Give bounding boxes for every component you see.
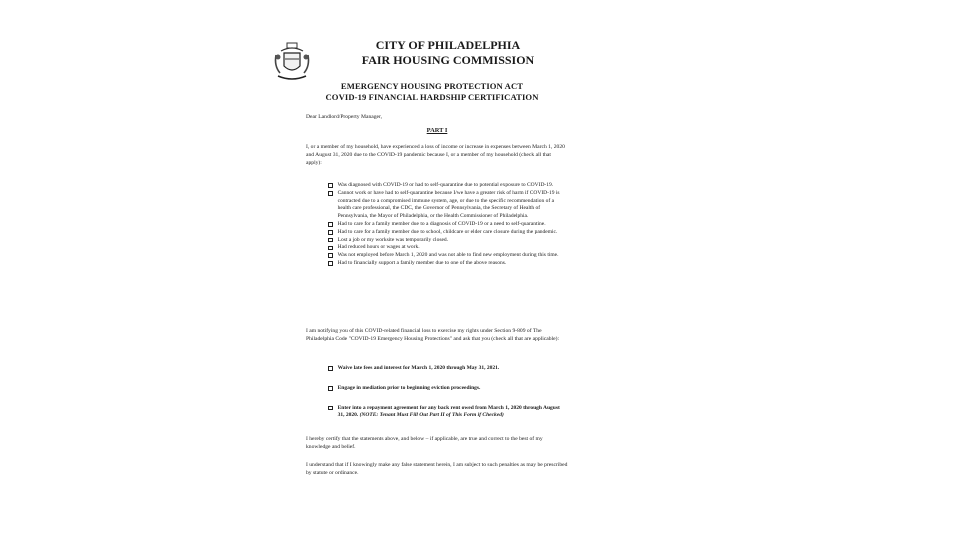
city-seal-icon [272,42,312,84]
commission-name: FAIR HOUSING COMMISSION [361,53,535,67]
reason-text: Had reduced hours or wages at work. [337,244,420,251]
request-option [326,405,562,421]
form-title-line1: EMERGENCY HOUSING PROTECTION ACT [340,81,524,91]
form-title [312,81,552,103]
reason-item [326,252,562,260]
option-text: Enter into a repayment agreement for any back rent owed from March 1, 2020 through August 31, 2020. [337,404,560,419]
checkbox[interactable] [328,366,333,371]
intro-paragraph: I, or a member of my household, have experienced a loss of income or increase in expenses between March 1, 2020 and August 31, 2020 due to the COVID-19 pandemic because I, or a member of my household (check all that apply): [306,144,565,166]
option-text: Waive late fees and interest for March 1, 2020 through May 31, 2021. [337,365,500,371]
option-text: Engage in mediation prior to beginning eviction proceedings. [337,384,481,391]
reason-text: Was diagnosed with COVID-19 or had to self-quarantine due to potential exposure to COVID-19. [337,182,554,188]
notify-paragraph: I am notifying you of this COVID-related financial loss to exercise my rights under Section 9-809 of The Philadelphia Code "COVID-19 Emergency Housing Protections" and ask that you (check all that are applicable): [306,328,560,342]
city-name: CITY OF PHILADELPHIA [375,38,521,52]
reason-item [326,244,562,252]
checkbox[interactable] [328,191,333,196]
hardship-reasons-list [326,182,562,268]
reason-item [326,221,562,229]
reason-item [326,190,562,221]
reason-text: Lost a job or my worksite was temporarily closed. [337,236,449,243]
request-option [326,385,562,393]
reason-text: Had to care for a family member due to school, childcare or elder care closure during the pandemic. [337,228,558,235]
form-title-line2: COVID-19 FINANCIAL HARDSHIP CERTIFICATION [325,92,539,102]
checkbox[interactable] [328,406,333,411]
checkbox[interactable] [328,386,333,391]
document-page [272,36,572,516]
checkbox[interactable] [328,238,333,243]
checkbox[interactable] [328,253,333,258]
certify-paragraph: I hereby certify that the statements above, and below – if applicable, are true and correct to the best of my knowledge and belief. [306,436,543,450]
reason-text: Had to care for a family member due to a diagnosis of COVID-19 or a need to self-quarantine. [337,220,546,227]
reason-text: Was not employed before March 1, 2020 and was not able to find new employment during this time. [337,252,559,259]
reason-text: Had to financially support a family member due to one of the above reasons. [337,259,507,266]
city-header [332,38,564,68]
reason-item [326,182,562,190]
understand-paragraph: I understand that if I knowingly make any false statement herein, I am subject to such penalties as may be prescribed by statute or ordinance. [306,462,568,476]
checkbox[interactable] [328,261,333,266]
checkbox[interactable] [328,230,333,235]
option-note: (NOTE: Tenant Must Fill Out Part II of This Form if Checked) [359,412,504,419]
reason-item [326,260,562,268]
part-heading: PART I [426,127,448,134]
checkbox[interactable] [328,183,333,188]
reason-item [326,229,562,237]
checkbox[interactable] [328,222,333,227]
request-option [326,365,562,373]
reason-item [326,237,562,245]
request-options-list [326,365,562,432]
checkbox[interactable] [328,246,333,251]
greeting: Dear Landlord/Property Manager, [306,114,383,120]
reason-text: Cannot work or have had to self-quarantine because I/we have a greater risk of harm if COVID-19 is contracted due to a compromised immune system, age, or due to the specific recommendation of a health care professional, the CDC, the Governor of Pennsylvania, the Secretary of Health of Pennsylvania, the Mayor of Philadelphia, or the Health Commissioner of Philadelphia. [337,189,560,220]
